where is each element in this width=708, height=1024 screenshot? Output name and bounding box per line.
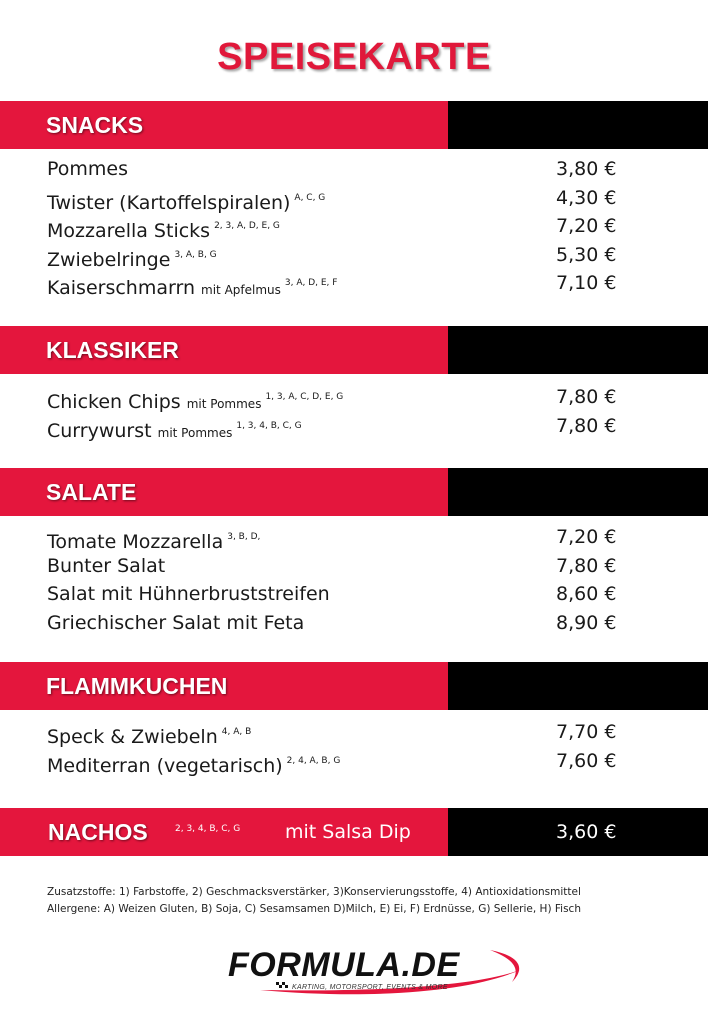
menu-item (47, 718, 627, 746)
page-title: SPEISEKARTE (217, 36, 491, 78)
section-header-klassiker (0, 326, 708, 374)
nachos-extra: mit Salsa Dip (285, 821, 411, 843)
menu-item-allergens: A, C, G (294, 192, 326, 203)
logo-name: FORMULA.DE (228, 946, 460, 984)
section-header-salate (0, 468, 708, 516)
menu-item-name: Mediterran (vegetarisch) (47, 754, 283, 777)
menu-item-extra: mit Apfelmus (201, 283, 281, 297)
section-band-black (448, 101, 708, 149)
menu-item-name-wrap (47, 747, 340, 780)
menu-item-price: 7,20 € (556, 215, 617, 237)
menu-item-price: 7,80 € (556, 386, 617, 408)
menu-item (47, 383, 627, 411)
menu-item (47, 552, 627, 580)
nachos-label: NACHOS (48, 819, 148, 845)
section-header-flammkuchen (0, 662, 708, 710)
menu-item-name-wrap (47, 580, 330, 608)
menu-item (47, 184, 627, 212)
menu-item-allergens: 3, A, B, G (174, 249, 217, 260)
menu-item (47, 269, 627, 297)
section-band-black (448, 468, 708, 516)
menu-item-name: Zwiebelringe (47, 248, 171, 271)
menu-item-name: Salat mit Hühnerbruststreifen (47, 583, 330, 605)
menu-item-price: 3,80 € (556, 158, 617, 180)
section-header-snacks (0, 101, 708, 149)
menu-item-price: 7,60 € (556, 749, 617, 772)
logo-tagline: KARTING, MOTORSPORT, EVENTS & MORE (292, 984, 448, 991)
nachos-allergens: 2, 3, 4, B, C, G (175, 824, 241, 834)
menu-item-name-wrap (47, 155, 128, 183)
menu-item (47, 412, 627, 440)
menu-item-name: Griechischer Salat mit Feta (47, 611, 305, 634)
menu-item-price: 7,20 € (556, 526, 617, 548)
menu-item (47, 155, 627, 183)
section-band-black (448, 662, 708, 710)
menu-item (47, 609, 627, 637)
menu-item-name: Currywurst (47, 419, 152, 442)
menu-item-allergens: 3, A, D, E, F (284, 278, 338, 288)
menu-item (47, 523, 627, 551)
section-label: FLAMMKUCHEN (46, 673, 228, 699)
menu-item-name-wrap (47, 412, 302, 447)
menu-item-extra: mit Pommes (186, 397, 262, 411)
section-label: KLASSIKER (46, 337, 179, 363)
menu-item-name: Tomate Mozzarella (47, 531, 224, 553)
menu-item-allergens: 3, B, D, (227, 532, 261, 542)
nachos-row (0, 808, 708, 856)
menu-item-price: 8,60 € (556, 583, 617, 605)
section-band-black (448, 326, 708, 374)
menu-item-name: Twister (Kartoffelspiralen) (47, 191, 291, 214)
menu-item-price: 7,80 € (556, 414, 617, 437)
menu-item-name: Chicken Chips (47, 391, 181, 413)
menu-item (47, 580, 627, 608)
menu-item-allergens: 2, 3, A, D, E, G (214, 221, 280, 231)
footer-allergene: Allergene: A) Weizen Gluten, B) Soja, C) Sesamsamen D)Milch, E) Ei, F) Erdnüsse, G) Sellerie, H) Fisch (47, 903, 581, 915)
section-label: SNACKS (46, 112, 144, 138)
menu-item-name: Bunter Salat (47, 554, 166, 577)
formula-logo (220, 942, 530, 1012)
menu-item-name: Pommes (47, 158, 129, 180)
menu-item-allergens: 4, A, B (221, 727, 252, 737)
menu-item-price: 7,70 € (556, 721, 617, 743)
menu-item-price: 4,30 € (556, 186, 617, 209)
menu-item-name: Kaiserschmarrn (47, 277, 195, 299)
menu-item-extra: mit Pommes (157, 425, 233, 440)
menu-item-allergens: 1, 3, 4, B, C, G (236, 420, 302, 431)
menu-item (47, 241, 627, 269)
menu-item (47, 212, 627, 240)
menu-item-price: 5,30 € (556, 243, 617, 266)
menu-item-name: Speck & Zwiebeln (47, 726, 218, 748)
menu-item-name-wrap (47, 609, 304, 637)
menu-item-allergens: 1, 3, A, C, D, E, G (265, 392, 344, 402)
menu-item-name: Mozzarella Sticks (47, 220, 211, 242)
menu-item-price: 7,80 € (556, 554, 617, 577)
menu-item-price: 7,10 € (556, 272, 617, 294)
menu-item (47, 747, 627, 775)
footer-zusatzstoffe: Zusatzstoffe: 1) Farbstoffe, 2) Geschmacksverstärker, 3)Konservierungsstoffe, 4) Antioxidationsmittel (47, 886, 581, 898)
menu-item-allergens: 2, 4, A, B, G (286, 755, 341, 766)
nachos-price: 3,60 € (556, 821, 617, 843)
menu-item-name-wrap (47, 269, 337, 304)
menu-item-name-wrap (47, 552, 165, 580)
menu-item-price: 8,90 € (556, 611, 617, 634)
section-label: SALATE (46, 479, 137, 505)
